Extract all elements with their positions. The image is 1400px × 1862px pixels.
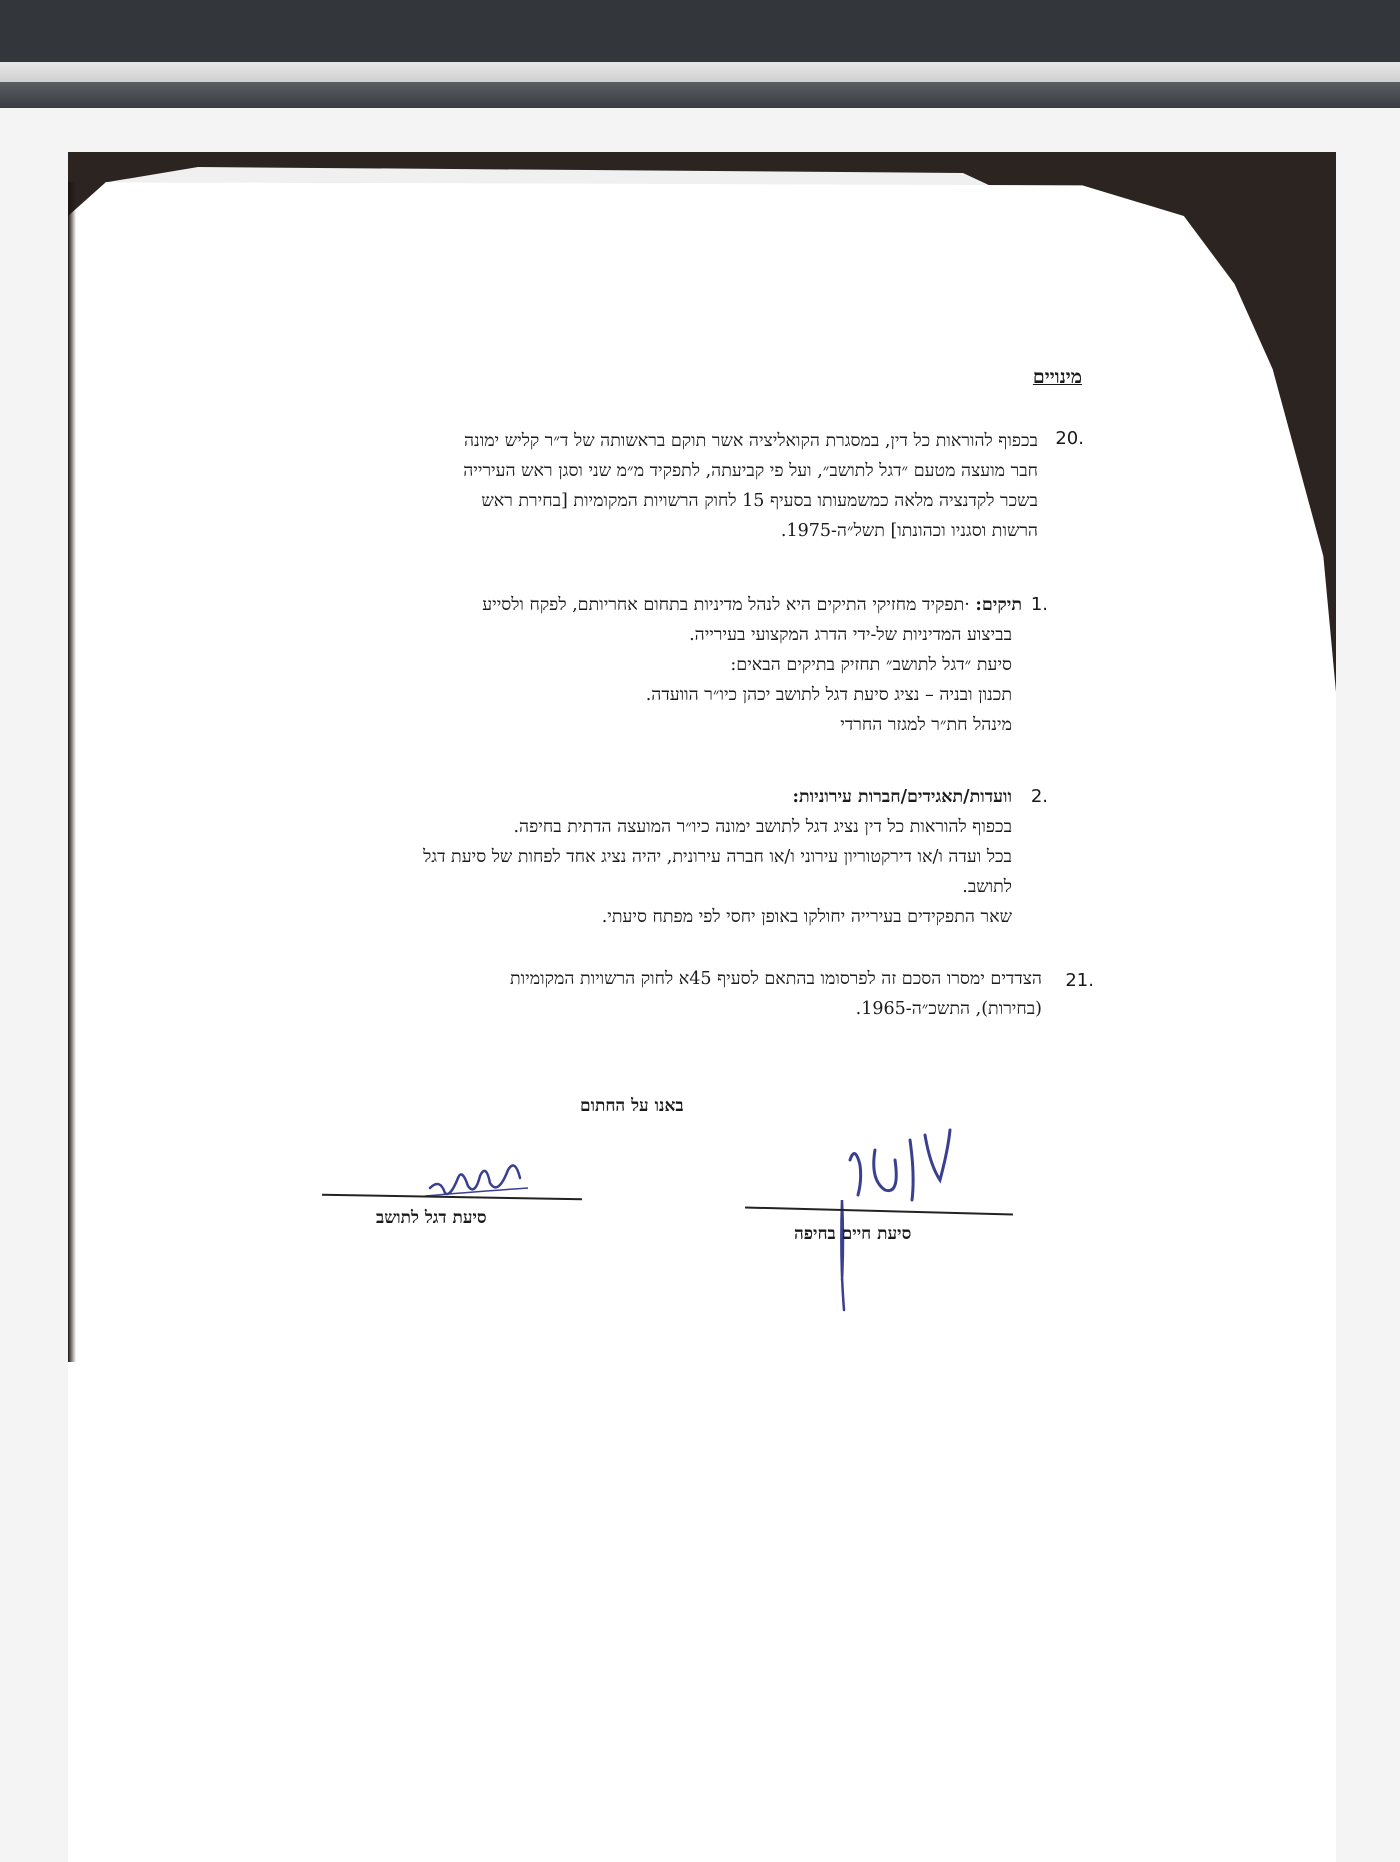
text-line: סיעת ״דגל לתושב״ תחזיק בתיקים הבאים: bbox=[730, 655, 1012, 675]
clause-title: וועדות/תאגידים/חברות עירוניות: bbox=[792, 787, 1012, 807]
text-line: שאר התפקידים בעירייה יחולקו באופן יחסי לפי מפתח סיעתי. bbox=[601, 907, 1012, 927]
text-line: בכפוף להוראות כל דין, במסגרת הקואליציה אשר תוקם בראשותה של ד״ר קליש ימונה bbox=[463, 431, 1038, 451]
clause-21-text bbox=[282, 964, 1042, 1024]
text-line: חבר מועצה מטעם ״דגל לתושב״, ועל פי קביעתה, לתפקיד מ״מ שני וסגן ראש העירייה bbox=[463, 461, 1038, 481]
text-line: בביצוע המדיניות של-ידי הדרג המקצועי בעירייה. bbox=[689, 625, 1012, 645]
clause-first-line: ·תפקיד מחזיקי התיקים היא לנהל מדיניות בתחום אחריותם, לפקח ולסייע bbox=[482, 595, 970, 615]
text-line: מינהל חת״ר למגזר החרדי bbox=[840, 715, 1012, 735]
clause-1-body bbox=[392, 620, 1012, 740]
text-line bbox=[214, 590, 1022, 620]
closing-statement: באנו על החתום bbox=[580, 1096, 684, 1116]
text-line: בכל ועדה ו/או דירקטוריון עירוני ו/או חברה עירונית, יהיה נציג אחד לפחות של סיעת דגל bbox=[423, 847, 1012, 867]
clause-title: תיקים: bbox=[975, 595, 1022, 615]
signature-right-ink bbox=[830, 1120, 980, 1320]
clause-1-text bbox=[214, 590, 1022, 620]
section-heading: מינויים bbox=[1032, 366, 1082, 388]
text-line: (בחירות), התשכ״ה-1965. bbox=[855, 999, 1042, 1019]
clause-20-text bbox=[282, 426, 1038, 546]
text-line: הצדדים ימסרו הסכם זה לפרסומו בהתאם לסעיף 45א לחוק הרשויות המקומיות bbox=[509, 969, 1042, 989]
clause-number: .1 bbox=[1030, 594, 1048, 615]
text-line: תכנון ובניה – נציג סיעת דגל לתושב יכהן כיו״ר הוועדה. bbox=[645, 685, 1012, 705]
text-line: בשכר לקדנציה מלאה כמשמעותו בסעיף 15 לחוק הרשויות המקומיות [בחירת ראש bbox=[481, 491, 1038, 511]
clause-number: .21 bbox=[1065, 970, 1094, 991]
clause-number: .2 bbox=[1030, 786, 1048, 807]
text-line: לתושב. bbox=[962, 877, 1012, 897]
clause-number: .20 bbox=[1055, 428, 1084, 449]
text-line: הרשות וסגניו וכהונתו] תשל״ה-1975. bbox=[780, 521, 1038, 541]
text-line: בכפוף להוראות כל דין נציג דגל לתושב ימונה כיו״ר המועצה הדתית בחיפה. bbox=[513, 817, 1012, 837]
signature-label-right: סיעת חיים בחיפה bbox=[794, 1224, 912, 1244]
clause-2-text bbox=[192, 782, 1012, 932]
signature-label-left: סיעת דגל לתושב bbox=[376, 1208, 487, 1228]
